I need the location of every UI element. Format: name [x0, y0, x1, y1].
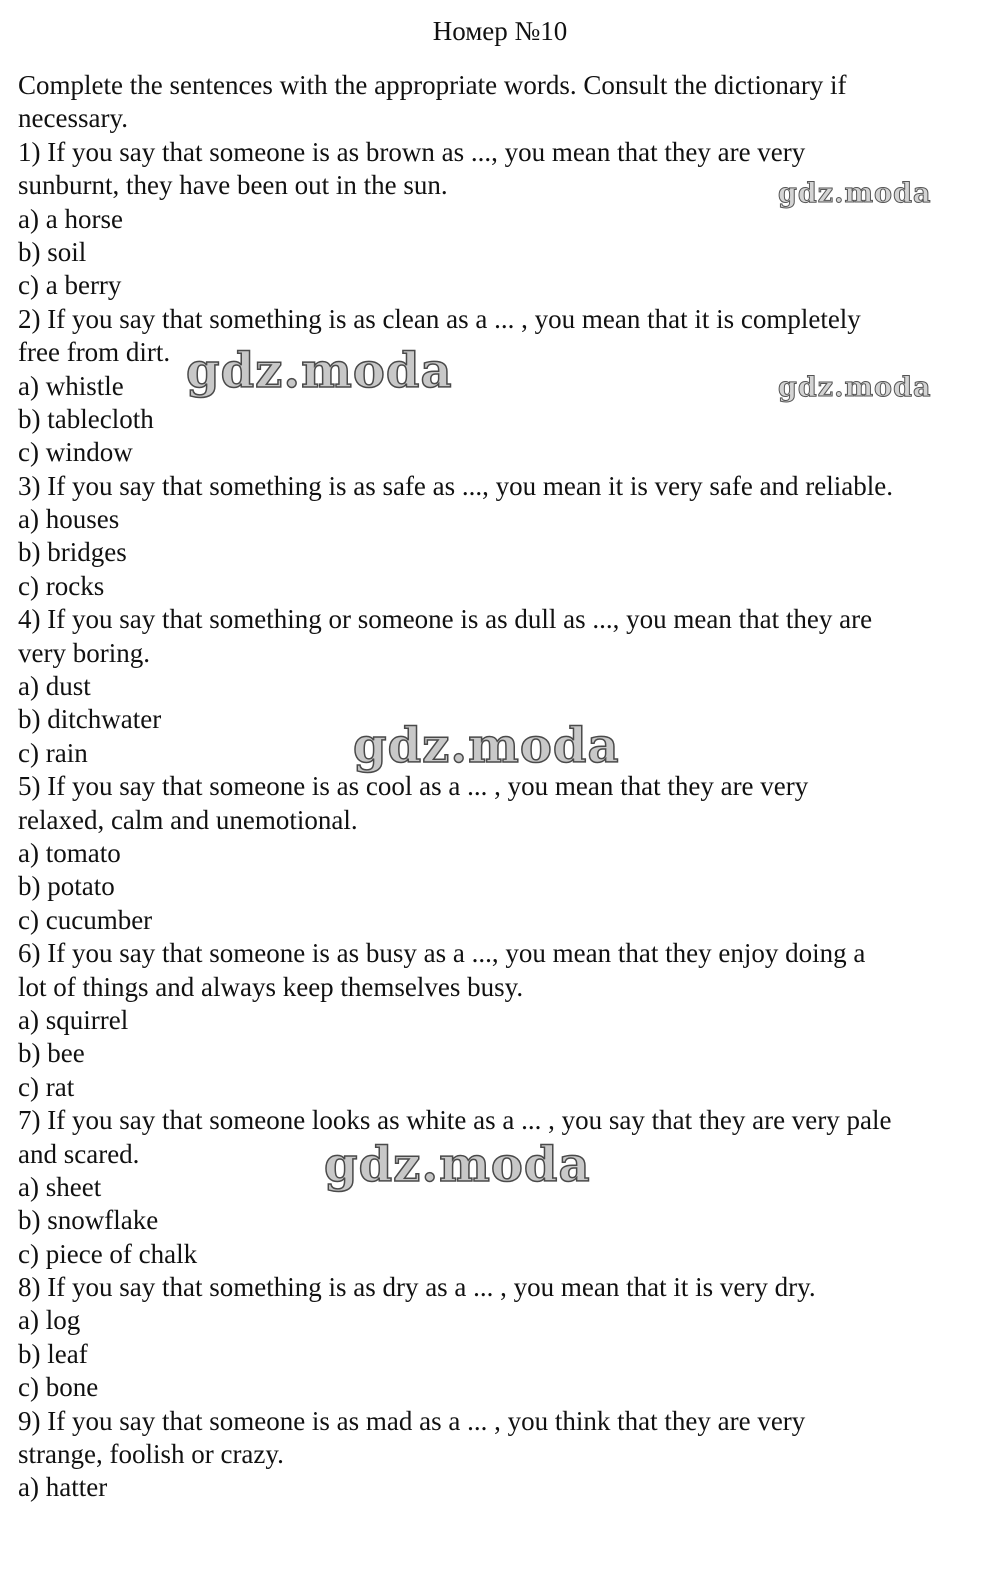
question-9-option-a: a) hatter — [18, 1472, 108, 1503]
question-3-text: 3) If you say that something is as safe as ..., you mean it is very safe and reliable. — [18, 470, 894, 501]
question-4-text: very boring. — [18, 637, 150, 668]
question-1-option-a: a) a horse — [18, 203, 123, 234]
watermark: gdz.moda — [186, 343, 453, 399]
question-8-option-c: c) bone — [18, 1372, 99, 1403]
question-9-text: 9) If you say that someone is as mad as a ... , you think that they are very — [18, 1405, 806, 1436]
question-6-option-b: b) bee — [18, 1038, 85, 1069]
question-4-option-c: c) rain — [18, 737, 88, 768]
question-5-option-b: b) potato — [18, 871, 115, 902]
watermark: gdz.moda — [353, 718, 620, 774]
question-7-option-c: c) piece of chalk — [18, 1238, 198, 1269]
question-7-text: 7) If you say that someone looks as white as a ... , you say that they are very pale — [18, 1105, 892, 1136]
instruction-line: Complete the sentences with the appropriate words. Consult the dictionary if — [18, 70, 847, 100]
question-6-option-c: c) rat — [18, 1071, 75, 1102]
question-9-text: strange, foolish or crazy. — [18, 1439, 284, 1470]
question-3-option-c: c) rocks — [18, 570, 105, 601]
question-4-option-a: a) dust — [18, 671, 91, 702]
question-4-text: 4) If you say that something or someone is as dull as ..., you mean that they are — [18, 604, 873, 635]
question-6-text: 6) If you say that someone is as busy as a ..., you mean that they enjoy doing a — [18, 938, 866, 969]
question-2-text: free from dirt. — [18, 337, 171, 368]
question-1-option-c: c) a berry — [18, 270, 122, 301]
question-5-option-c: c) cucumber — [18, 904, 153, 935]
question-5-option-a: a) tomato — [18, 837, 121, 868]
question-3-option-b: b) bridges — [18, 537, 127, 568]
question-1-option-b: b) soil — [18, 236, 87, 267]
document-body — [18, 69, 993, 1505]
question-5-text: relaxed, calm and unemotional. — [18, 804, 358, 835]
question-7-option-a: a) sheet — [18, 1171, 102, 1202]
question-7-text: and scared. — [18, 1138, 140, 1169]
question-5-text: 5) If you say that someone is as cool as a ... , you mean that they are very — [18, 771, 809, 802]
question-1-text: 1) If you say that someone is as brown as ..., you mean that they are very — [18, 136, 806, 167]
question-8-text: 8) If you say that something is as dry as a ... , you mean that it is very dry. — [18, 1272, 816, 1303]
question-6-option-a: a) squirrel — [18, 1004, 129, 1035]
page-title: Номер №10 — [432, 16, 568, 46]
instruction-line: necessary. — [18, 103, 128, 134]
question-2-option-c: c) window — [18, 437, 133, 468]
question-1-text: sunburnt, they have been out in the sun. — [18, 170, 448, 201]
question-7-option-b: b) snowflake — [18, 1205, 159, 1236]
watermark: gdz.moda — [324, 1137, 591, 1193]
question-8-option-b: b) leaf — [18, 1338, 88, 1369]
question-2-text: 2) If you say that something is as clean as a ... , you mean that it is completely — [18, 303, 861, 334]
watermark: gdz.moda — [778, 178, 932, 209]
question-4-option-b: b) ditchwater — [18, 704, 162, 735]
question-3-option-a: a) houses — [18, 504, 120, 535]
watermark: gdz.moda — [778, 372, 932, 403]
question-6-text: lot of things and always keep themselves busy. — [18, 971, 524, 1002]
question-2-option-a: a) whistle — [18, 370, 124, 401]
question-8-option-a: a) log — [18, 1305, 81, 1336]
question-2-option-b: b) tablecloth — [18, 403, 154, 434]
